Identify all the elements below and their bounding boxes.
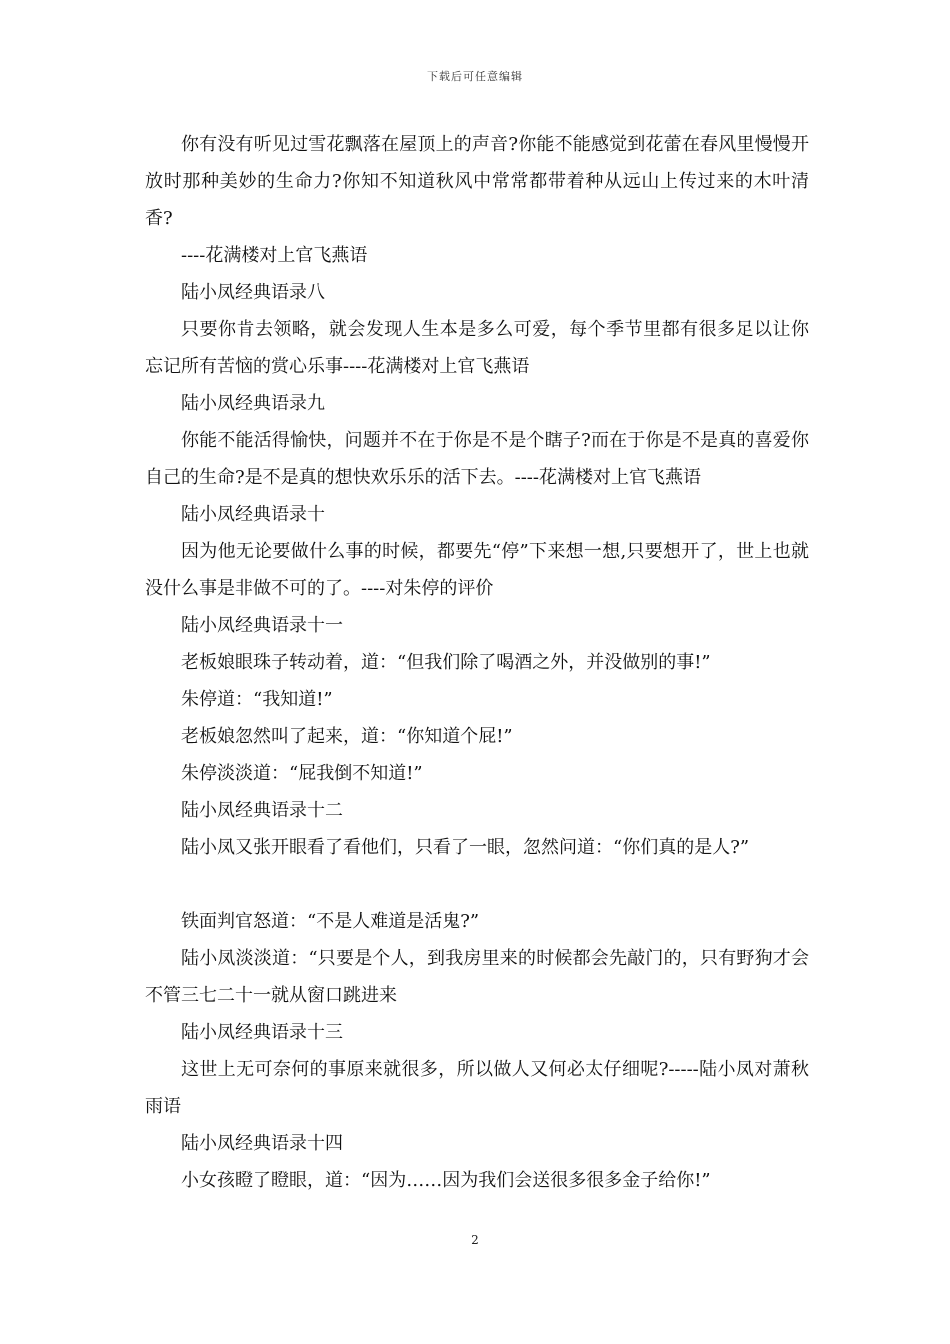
section-heading: 陆小凤经典语录九	[181, 393, 325, 414]
paragraph: 朱停道：“我知道!”	[181, 689, 333, 710]
paragraph: 老板娘忽然叫了起来，道：“你知道个屁!”	[181, 726, 513, 747]
paragraph: 因为他无论要做什么事的时候，都要先“停”下来想一想,只要想开了，世上也就没什么事是非做不可的了。----对朱停的评价	[145, 541, 809, 599]
section-heading: 陆小凤经典语录十二	[181, 800, 343, 821]
paragraph: 你能不能活得愉快，问题并不在于你是不是个瞎子?而在于你是不是真的喜爱你自己的生命?是不是真的想快欢乐乐的活下去。----花满楼对上官飞燕语	[145, 430, 809, 488]
document-body	[145, 126, 809, 1199]
paragraph: 你有没有听见过雪花飘落在屋顶上的声音?你能不能感觉到花蕾在春风里慢慢开放时那种美妙的生命力?你知不知道秋风中常常都带着种从远山上传过来的木叶清香?	[145, 134, 809, 229]
paragraph: ----花满楼对上官飞燕语	[181, 245, 368, 266]
page-header: 下载后可任意编辑	[427, 70, 523, 83]
section-heading: 陆小凤经典语录八	[181, 282, 325, 303]
paragraph: 铁面判官怒道：“不是人难道是活鬼?”	[181, 911, 480, 932]
paragraph: 小女孩瞪了瞪眼，道：“因为……因为我们会送很多很多金子给你!”	[181, 1170, 711, 1191]
paragraph: 朱停淡淡道：“屁我倒不知道!”	[181, 763, 423, 784]
section-heading: 陆小凤经典语录十三	[181, 1022, 343, 1043]
paragraph: 老板娘眼珠子转动着，道：“但我们除了喝酒之外，并没做别的事!”	[181, 652, 711, 673]
paragraph: 这世上无可奈何的事原来就很多，所以做人又何必太仔细呢?-----陆小凤对萧秋雨语	[145, 1059, 809, 1117]
paragraph: 只要你肯去领略，就会发现人生本是多么可爱，每个季节里都有很多足以让你忘记所有苦恼的赏心乐事----花满楼对上官飞燕语	[145, 319, 809, 377]
section-heading: 陆小凤经典语录十	[181, 504, 325, 525]
section-heading: 陆小凤经典语录十四	[181, 1133, 343, 1154]
paragraph: 陆小凤淡淡道：“只要是个人，到我房里来的时候都会先敲门的，只有野狗才会不管三七二十一就从窗口跳进来	[145, 948, 809, 1006]
page-number: 2	[471, 1233, 479, 1247]
section-heading: 陆小凤经典语录十一	[181, 615, 343, 636]
paragraph: 陆小凤又张开眼看了看他们，只看了一眼，忽然问道：“你们真的是人?”	[181, 837, 750, 858]
